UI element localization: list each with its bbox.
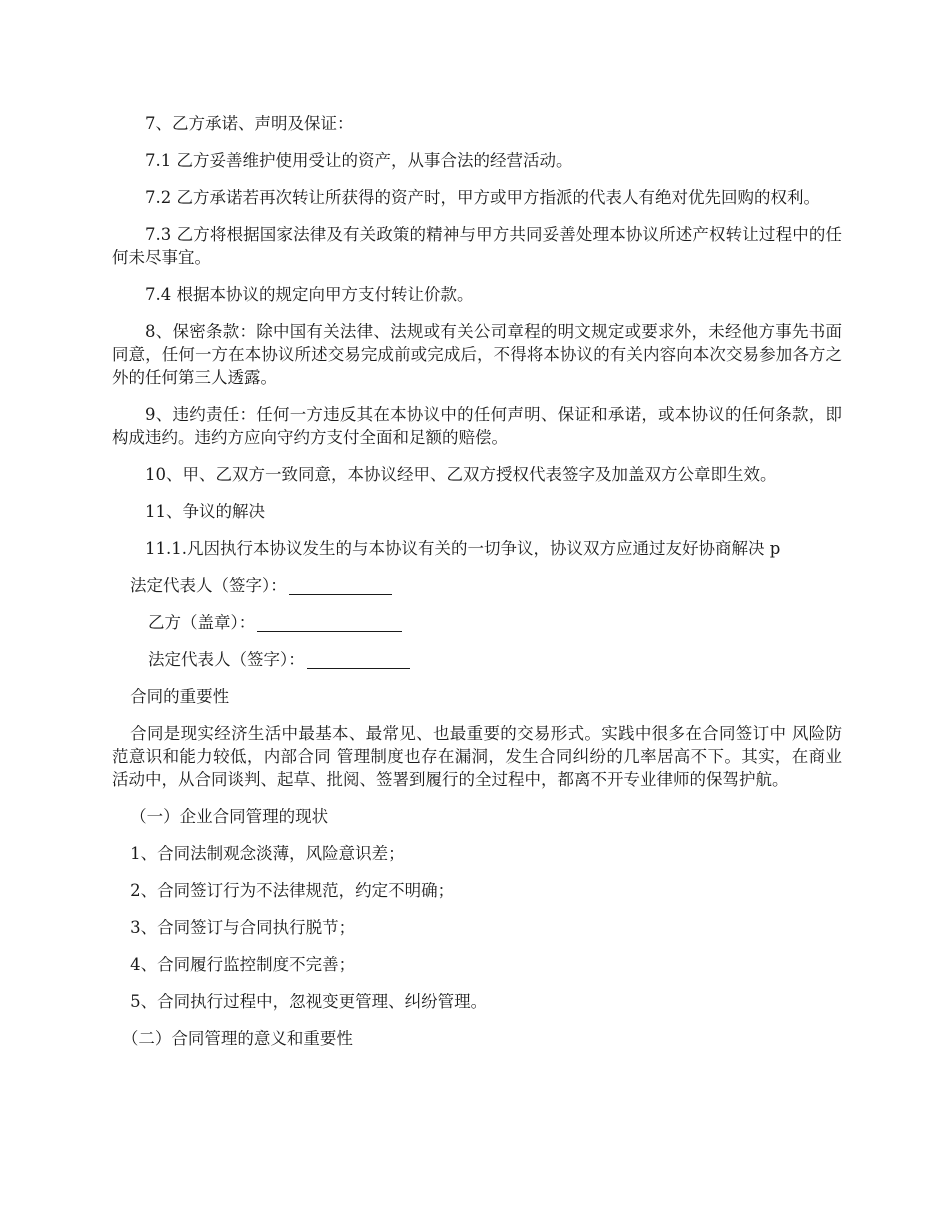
signature-label: 法定代表人（签字）：: [130, 576, 287, 595]
signature-line[interactable]: [307, 650, 410, 669]
list-item: 4、合同履行监控制度不完善；: [130, 955, 356, 974]
signature-legal-rep-1: [112, 574, 842, 597]
clause-7-2: 7.2 乙方承诺若再次转让所获得的资产时，甲方或甲方指派的代表人有绝对优先回购的权利。: [145, 188, 820, 207]
subsection-title-1: （一）企业合同管理的现状: [130, 807, 329, 826]
signature-party-b-seal: [112, 611, 842, 634]
clause-9-liability: 9、违约责任：任何一方违反其在本协议中的任何声明、保证和承诺，或本协议的任何条款，即构成违约。违约方应向守约方支付全面和足额的赔偿。: [112, 405, 842, 447]
clause-11-1: 11.1.凡因执行本协议发生的与本协议有关的一切争议，协议双方应通过友好协商解决 p: [145, 539, 781, 558]
signature-line[interactable]: [289, 576, 392, 595]
list-item: 1、合同法制观念淡薄，风险意识差；: [130, 844, 405, 863]
clause-8-confidentiality: 8、保密条款：除中国有关法律、法规或有关公司章程的明文规定或要求外，未经他方事先书面同意，任何一方在本协议所述交易完成前或完成后，不得将本协议的有关内容向本次交易参加各方之外的任何第三人透露。: [112, 322, 842, 387]
signature-line[interactable]: [257, 613, 402, 632]
signature-legal-rep-2: [112, 648, 842, 671]
signature-label: 乙方（盖章）：: [148, 613, 256, 632]
list-item: 2、合同签订行为不法律规范，约定不明确；: [130, 881, 455, 900]
list-item: 3、合同签订与合同执行脱节；: [130, 918, 356, 937]
clause-11-heading: 11、争议的解决: [145, 502, 265, 521]
section-intro: 合同是现实经济生活中最基本、最常见、也最重要的交易形式。实践中很多在合同签订中 风险防范意识和能力较低，内部合同 管理制度也存在漏洞，发生合同纠纷的几率居高不下。其实，在商业活动中，从合同谈判、起草、批阅、签署到履行的全过程中，都离不开专业律师的保驾护航。: [112, 724, 842, 789]
clause-7-heading: 7、乙方承诺、声明及保证：: [145, 114, 354, 133]
clause-10-effectiveness: 10、甲、乙双方一致同意，本协议经甲、乙双方授权代表签字及加盖双方公章即生效。: [145, 465, 777, 484]
list-item: 5、合同执行过程中，忽视变更管理、纠纷管理。: [130, 992, 488, 1011]
clause-7-1: 7.1 乙方妥善维护使用受让的资产，从事合法的经营活动。: [145, 151, 573, 170]
section-title: 合同的重要性: [130, 687, 230, 706]
document-page: [112, 112, 842, 1064]
subsection-title-2: （二）合同管理的意义和重要性: [121, 1029, 353, 1048]
clause-7-4: 7.4 根据本协议的规定向甲方支付转让价款。: [145, 285, 474, 304]
clause-7-3: 7.3 乙方将根据国家法律及有关政策的精神与甲方共同妥善处理本协议所述产权转让过程中的任何未尽事宜。: [112, 225, 842, 267]
signature-label: 法定代表人（签字）：: [148, 650, 305, 669]
